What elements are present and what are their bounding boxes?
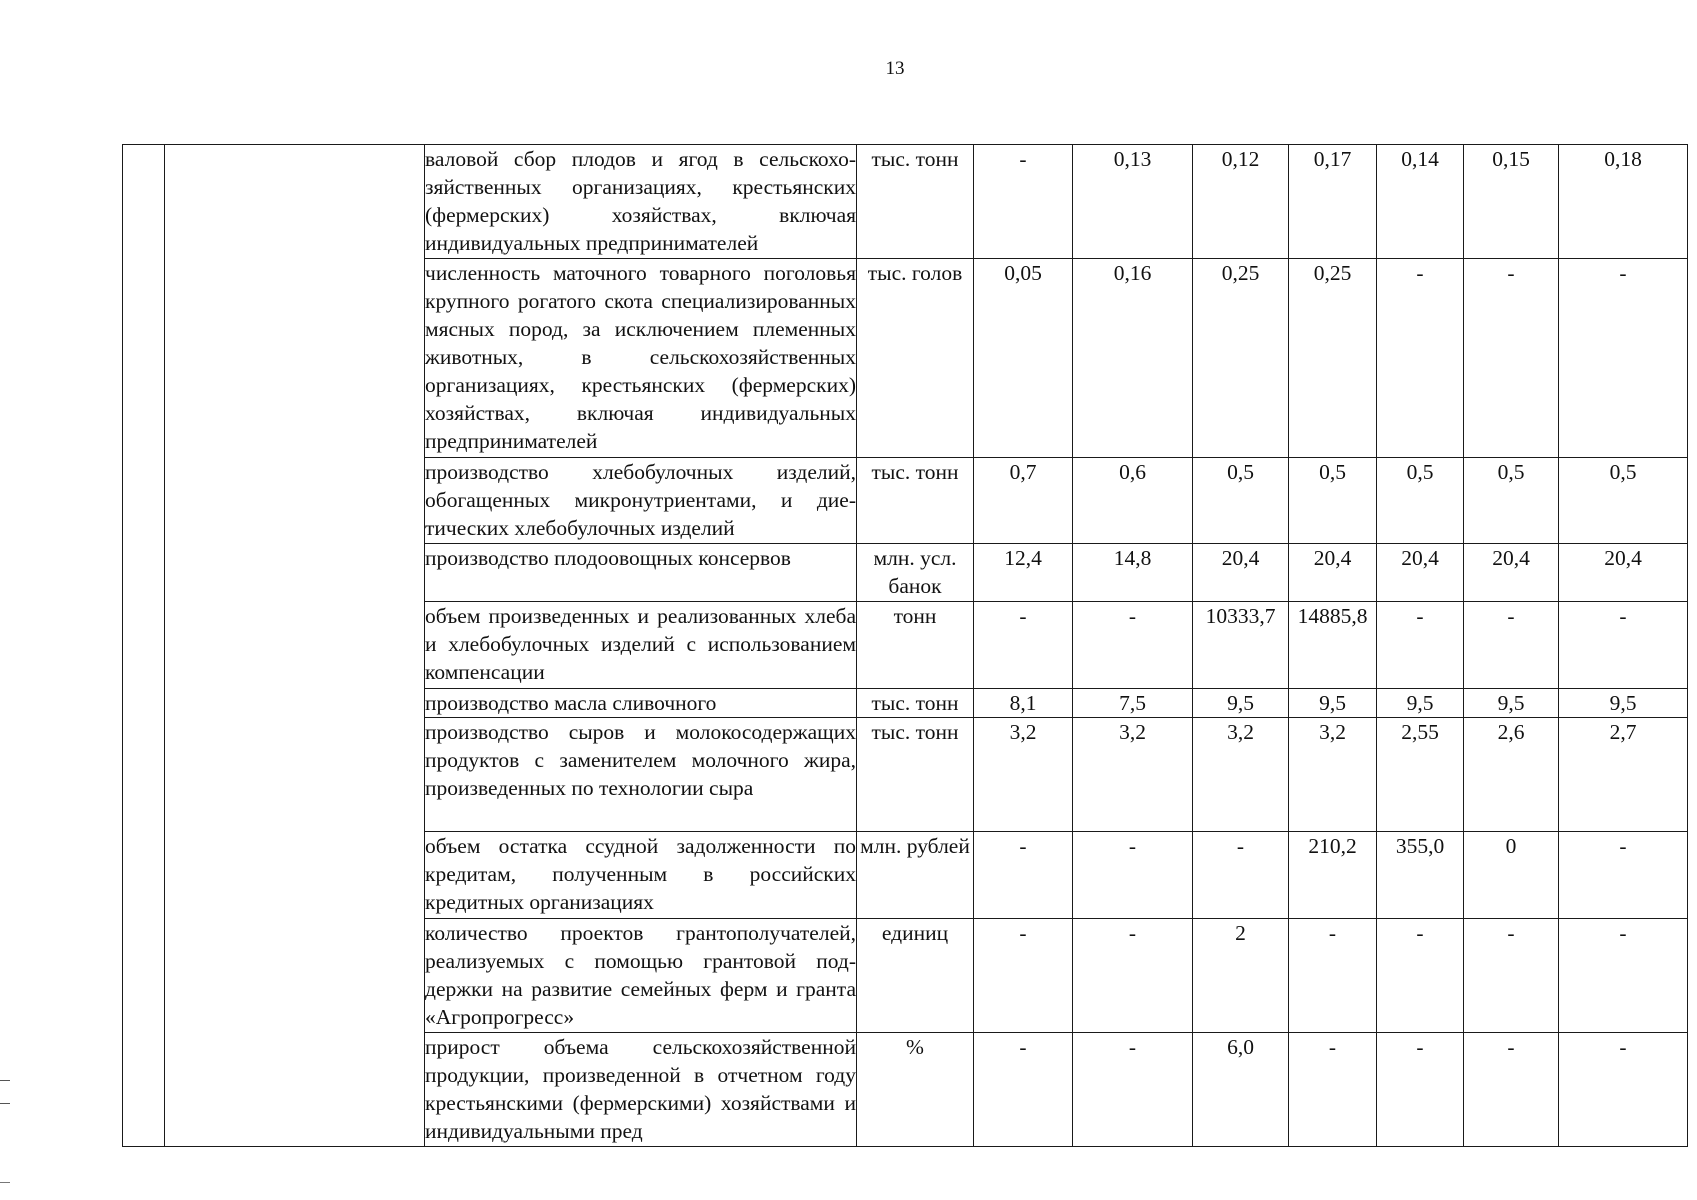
- program-name-cell: [165, 145, 425, 1147]
- value-cell: 0,17: [1289, 145, 1377, 259]
- table-row: [123, 145, 1688, 259]
- unit-cell: млн. рублей: [857, 832, 974, 919]
- value-cell: 0,12: [1193, 145, 1289, 259]
- value-cell: 0,5: [1289, 458, 1377, 544]
- value-cell: 6,0: [1193, 1033, 1289, 1147]
- value-cell: -: [1377, 919, 1464, 1033]
- value-cell: -: [1464, 259, 1559, 458]
- value-cell: 210,2: [1289, 832, 1377, 919]
- value-cell: 2: [1193, 919, 1289, 1033]
- value-cell: -: [1464, 1033, 1559, 1147]
- value-cell: 9,5: [1464, 689, 1559, 718]
- value-cell: -: [1193, 832, 1289, 919]
- indicator-label: прирост объема сельскохозяйственной продукции, произведенной в отчетном году крестьянскими (фермерскими) хозяйствами и индивидуальными пред: [425, 1033, 857, 1147]
- value-cell: 9,5: [1377, 689, 1464, 718]
- value-cell: 0,13: [1073, 145, 1193, 259]
- value-cell: -: [974, 602, 1073, 689]
- value-cell: -: [1073, 832, 1193, 919]
- unit-cell: %: [857, 1033, 974, 1147]
- value-cell: 3,2: [1289, 718, 1377, 832]
- page-number: 13: [885, 58, 905, 79]
- value-cell: -: [1073, 1033, 1193, 1147]
- value-cell: 355,0: [1377, 832, 1464, 919]
- value-cell: 0,18: [1559, 145, 1688, 259]
- value-cell: 8,1: [974, 689, 1073, 718]
- value-cell: -: [1559, 1033, 1688, 1147]
- indicator-label: производство сыров и молокосодержащих продуктов с заменителем молочного жира, произведенных по технологии сыра: [425, 718, 857, 832]
- value-cell: 0,16: [1073, 259, 1193, 458]
- value-cell: -: [1073, 602, 1193, 689]
- value-cell: -: [1377, 259, 1464, 458]
- value-cell: -: [1559, 919, 1688, 1033]
- margin-mark: [0, 1080, 10, 1104]
- row-number-cell: [123, 145, 165, 1147]
- value-cell: -: [1073, 919, 1193, 1033]
- indicators-table: [122, 144, 1688, 1147]
- value-cell: 7,5: [1073, 689, 1193, 718]
- unit-cell: млн. усл. банок: [857, 544, 974, 602]
- unit-cell: тыс. тонн: [857, 458, 974, 544]
- value-cell: -: [1289, 1033, 1377, 1147]
- unit-cell: тыс. тонн: [857, 145, 974, 259]
- indicator-label: производство масла сливочного: [425, 689, 857, 718]
- value-cell: 2,55: [1377, 718, 1464, 832]
- value-cell: -: [1377, 1033, 1464, 1147]
- value-cell: 20,4: [1289, 544, 1377, 602]
- value-cell: 0,6: [1073, 458, 1193, 544]
- value-cell: 0,25: [1289, 259, 1377, 458]
- value-cell: 2,7: [1559, 718, 1688, 832]
- value-cell: 0,5: [1559, 458, 1688, 544]
- indicator-label: производство хлебобулочных изделий, обогащенных микронутриентами, и диетических хлебобулочных изделий: [425, 458, 857, 544]
- value-cell: 20,4: [1193, 544, 1289, 602]
- value-cell: -: [974, 919, 1073, 1033]
- value-cell: -: [1464, 602, 1559, 689]
- value-cell: 0,5: [1193, 458, 1289, 544]
- value-cell: -: [1377, 602, 1464, 689]
- value-cell: 3,2: [974, 718, 1073, 832]
- value-cell: 10333,7: [1193, 602, 1289, 689]
- value-cell: -: [974, 832, 1073, 919]
- value-cell: -: [1559, 259, 1688, 458]
- value-cell: 9,5: [1289, 689, 1377, 718]
- value-cell: 14885,8: [1289, 602, 1377, 689]
- value-cell: 9,5: [1193, 689, 1289, 718]
- value-cell: 0: [1464, 832, 1559, 919]
- value-cell: 0,5: [1377, 458, 1464, 544]
- unit-cell: единиц: [857, 919, 974, 1033]
- indicator-label: количество проектов грантополучателей, реализуемых с помощью грантовой поддержки на развитие семейных ферм и гранта «Агропрогресс»: [425, 919, 857, 1033]
- indicator-label: производство плодоовощных консервов: [425, 544, 857, 602]
- unit-cell: тыс. голов: [857, 259, 974, 458]
- value-cell: 0,25: [1193, 259, 1289, 458]
- value-cell: -: [1289, 919, 1377, 1033]
- unit-cell: тонн: [857, 602, 974, 689]
- value-cell: 12,4: [974, 544, 1073, 602]
- value-cell: -: [974, 1033, 1073, 1147]
- value-cell: 0,05: [974, 259, 1073, 458]
- value-cell: 3,2: [1193, 718, 1289, 832]
- unit-cell: тыс. тонн: [857, 718, 974, 832]
- value-cell: 3,2: [1073, 718, 1193, 832]
- value-cell: 0,15: [1464, 145, 1559, 259]
- value-cell: -: [1464, 919, 1559, 1033]
- margin-mark-bottom: [0, 1182, 10, 1183]
- value-cell: 0,14: [1377, 145, 1464, 259]
- value-cell: 20,4: [1464, 544, 1559, 602]
- value-cell: 14,8: [1073, 544, 1193, 602]
- value-cell: -: [974, 145, 1073, 259]
- value-cell: -: [1559, 602, 1688, 689]
- value-cell: 20,4: [1559, 544, 1688, 602]
- value-cell: 9,5: [1559, 689, 1688, 718]
- indicator-label: валовой сбор плодов и ягод в сельскохозяйственных организациях, крестьянских (фермерских) хозяйствах, включая индивидуальных предпринимателей: [425, 145, 857, 259]
- unit-cell: тыс. тонн: [857, 689, 974, 718]
- value-cell: 0,7: [974, 458, 1073, 544]
- value-cell: 20,4: [1377, 544, 1464, 602]
- value-cell: 2,6: [1464, 718, 1559, 832]
- value-cell: 0,5: [1464, 458, 1559, 544]
- value-cell: -: [1559, 832, 1688, 919]
- indicator-label: численность маточного товарного поголовья крупного рогатого скота специализированных мясных пород, за исключением племенных животных, в сельскохозяйственных организациях, крестьянских (фермерских) хозяйствах, включая индивидуальных предпринимателей: [425, 259, 857, 458]
- indicator-label: объем остатка ссудной задолженности по кредитам, полученным в российских кредитных организациях: [425, 832, 857, 919]
- indicator-label: объем произведенных и реализованных хлеба и хлебобулочных изделий с использованием компенсации: [425, 602, 857, 689]
